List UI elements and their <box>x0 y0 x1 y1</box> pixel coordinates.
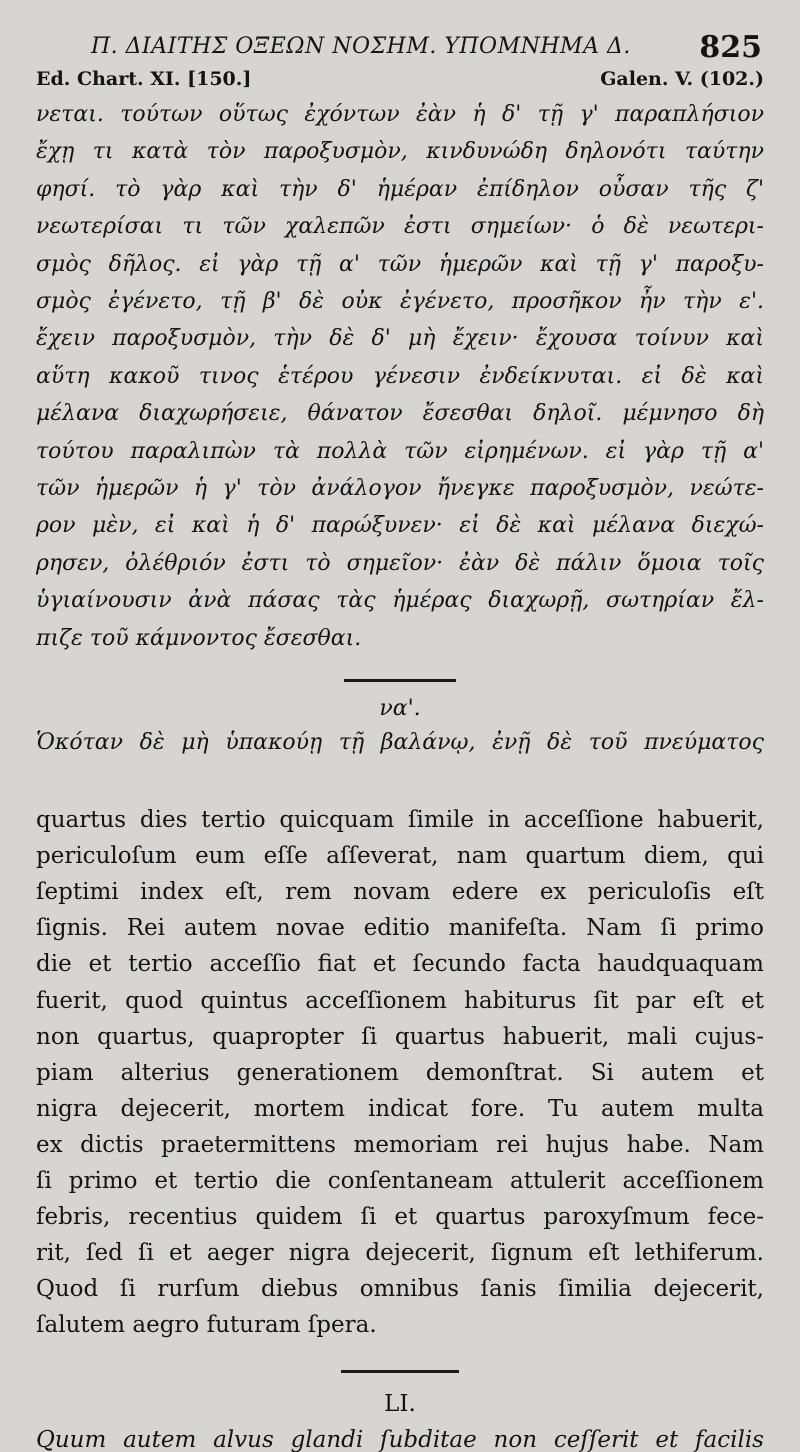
greek-line: μέλανα διαχωρήσειε, θάνατον ἔσεσθαι δηλοῖ. μέμνησο δὴ <box>36 401 764 427</box>
greek-line: ὑγιαίνουσιν ἀνὰ πάσας τὰς ἡμέρας διαχωρῇ, σωτηρίαν ἔλ- <box>36 588 764 614</box>
latin-line: fuerit, quod quintus acceſſionem habiturus ſit par eſt et <box>36 987 764 1014</box>
latin-line: febris, recentius quidem ſi et quartus paroxyſmum fece- <box>36 1204 764 1231</box>
latin-line: quartus dies tertio quicquam ſimile in acceſſione habuerit, <box>36 807 764 834</box>
greek-commentary-text <box>36 96 764 657</box>
latin-lemma: Quum autem alvus glandi ſubditae non ceſſerit et facilis <box>36 1426 764 1452</box>
latin-line: ex dictis praetermittens memoriam rei hujus habe. Nam <box>36 1131 764 1158</box>
section-divider-rule <box>344 679 456 682</box>
greek-lemma: Ὁκόταν δὲ μὴ ὑπακούῃ τῇ βαλάνῳ, ἐνῇ δὲ τοῦ πνεύματος <box>36 730 764 756</box>
greek-line: ἔχῃ τι κατὰ τὸν παροξυσμὸν, κινδυνώδη δηλονότι ταύτην <box>36 139 764 165</box>
greek-line: ρησεν, ὀλέθριόν ἐστι τὸ σημεῖον· ἐὰν δὲ πάλιν ὅμοια τοῖς <box>36 550 764 576</box>
latin-translation-text <box>36 802 764 1343</box>
latin-line: ſi primo et tertio die conſentaneam attulerit acceſſionem <box>36 1168 764 1195</box>
greek-line: αὕτη κακοῦ τινος ἑτέρου γένεσιν ἐνδείκνυται. εἰ δὲ καὶ <box>36 363 764 389</box>
latin-line: periculoſum eum eſſe aſſeverat, nam quartum diem, qui <box>36 843 764 870</box>
latin-line: ſeptimi index eſt, rem novam edere ex periculoſis eſt <box>36 879 764 906</box>
greek-line: ἔχειν παροξυσμὸν, τὴν δὲ δ' μὴ ἔχειν· ἔχουσα τοίνυν καὶ <box>36 326 764 352</box>
latin-section-number: LI. <box>384 1390 416 1417</box>
greek-line: νεται. τούτων οὕτως ἐχόντων ἐὰν ἡ δ' τῇ γ' παραπλήσιον <box>36 102 764 127</box>
latin-line: non quartus, quapropter ſi quartus habuerit, mali cujus- <box>36 1023 764 1050</box>
latin-line: rit, ſed ſi et aeger nigra dejecerit, ſignum eſt lethiferum. <box>36 1240 764 1267</box>
page-number: 825 <box>699 30 762 65</box>
greek-line: πιζε τοῦ κάμνοντος ἔσεσθαι. <box>36 625 362 651</box>
latin-line: ſignis. Rei autem novae editio manifeſta. Nam ſi primo <box>36 915 764 942</box>
greek-line: φησί. τὸ γὰρ καὶ τὴν δ' ἡμέραν ἐπίδηλον οὖσαν τῆς ζ' <box>36 176 764 202</box>
edition-reference-line <box>36 66 764 96</box>
greek-line: σμὸς ἐγένετο, τῇ β' δὲ οὐκ ἐγένετο, προσῆκον ἦν τὴν ε'. <box>36 289 764 315</box>
greek-line: ρον μὲν, εἰ καὶ ἡ δ' παρώξυνεν· εἰ δὲ καὶ μέλανα διεχώ- <box>36 513 764 539</box>
edition-reference-galen: Galen. V. (102.) <box>600 68 764 90</box>
greek-line: νεωτερίσαι τι τῶν χαλεπῶν ἐστι σημείων· ὁ δὲ νεωτερι- <box>36 214 764 240</box>
latin-line: die et tertio acceſſio fiat et ſecundo facta haudquaquam <box>36 951 764 978</box>
section-divider-rule <box>341 1370 459 1373</box>
latin-line: ſalutem aegro futuram ſpera. <box>36 1312 377 1339</box>
greek-line: τῶν ἡμερῶν ἡ γ' τὸν ἀνάλογον ἤνεγκε παροξυσμὸν, νεώτε- <box>36 476 764 502</box>
running-title: Π. ΔΙΑΙΤΗΣ ΟΞΕΩΝ ΝΟΣΗΜ. ΥΠΟΜΝΗΜΑ Δ. <box>91 34 631 59</box>
greek-line: σμὸς δῆλος. εἰ γὰρ τῇ α' τῶν ἡμερῶν καὶ τῇ γ' παροξυ- <box>36 251 764 277</box>
latin-line: nigra dejecerit, mortem indicat fore. Tu autem multa <box>36 1095 764 1122</box>
edition-reference-chartier: Ed. Chart. XI. [150.] <box>36 68 252 90</box>
greek-section-number: να'. <box>379 696 421 722</box>
latin-line: piam alterius generationem demonſtrat. Si autem et <box>36 1059 764 1086</box>
greek-line: τούτου παραλιπὼν τὰ πολλὰ τῶν εἰρημένων. εἰ γὰρ τῇ α' <box>36 438 764 464</box>
running-head <box>36 28 764 66</box>
latin-line: Quod ſi rurſum diebus omnibus ſanis ſimilia dejecerit, <box>36 1276 764 1303</box>
